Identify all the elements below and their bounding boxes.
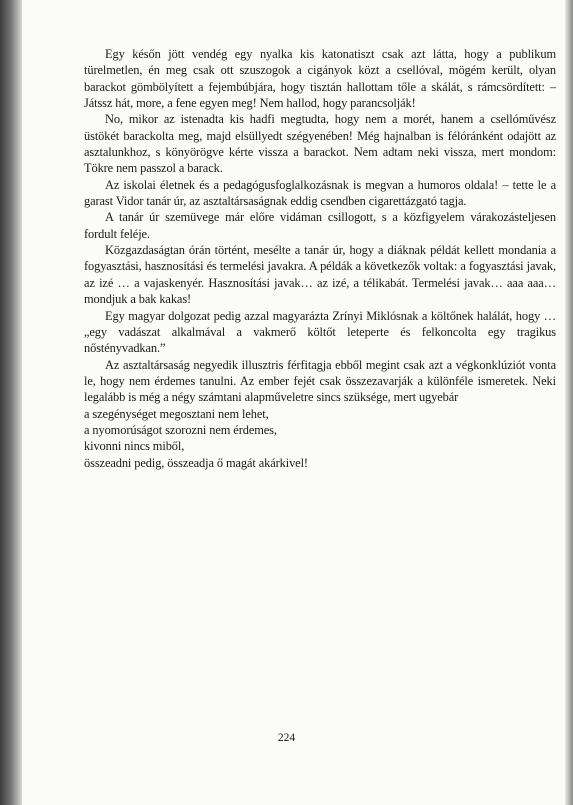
scan-shadow-right [565,0,573,805]
paragraph-1: Egy későn jött vendég egy nyalka kis katonatiszt csak azt látta, hogy a publikum türelmetlen, én meg csak ott szuszogok a cigányok közt a csellóval, mögém került, olyan barackot gömbölyített a fejembúbjára, hogy tisztán hallottam tőle a skálát, s rámcsördített: – Játssz hát, more, a fene egyen meg! Nem hallod, hogy parancsolják! [84,47,556,111]
verse-line-2: a nyomorúságot szorozni nem érdemes, [84,422,277,437]
verse-line-1: a szegénységet megosztani nem lehet, [84,406,269,421]
paragraph-6: Egy magyar dolgozat pedig azzal magyarázta Zrínyi Miklósnak a költőnek halálát, hogy … „egy vadászat alkalmával a vakmerő költőt leteperte és felkoncolta egy tragikus nőstényvadkan.” [84,308,556,356]
verse-line-3: kivonni nincs miből, [84,439,185,454]
verse-lines [84,406,556,471]
verse-line-4: összeadni pedig, összeadja ő magát akárkivel! [84,455,308,470]
paragraph-4: A tanár úr szemüvege már előre vidáman csillogott, s a közfigyelem várakozásteljesen fordult feléje. [84,210,556,241]
body-text [84,46,556,471]
paragraph-5: Közgazdaságtan órán történt, mesélte a tanár úr, hogy a diáknak példát kellett mondania a fogyasztási, hasznosítási és termelési javakra. A példák a következők voltak: a fogyasztási javak, az izé … a vajaskenyér. Hasznosítási javak… az izé, a télikabát. Termelési javak… aaa aaa… mondjuk a bak kakas! [84,243,556,307]
paragraph-3: Az iskolai életnek és a pedagógusfoglalkozásnak is megvan a humoros oldala! – tette le a garast Vidor tanár úr, az asztaltársaságnak eddig csendben cigarettázgató tagja. [84,177,556,209]
scan-shadow-left [0,0,22,805]
paragraph-7: Az asztaltársaság negyedik illusztris férfitagja ebből megint csak azt a végkonklúziót vonta le, hogy nem érdemes tanulni. Az ember fejét csak összezavarják a különféle ismeretek. Neki legalább is még a négy számtani alapműveletre sincs szüksége, mert ugyebár [84,357,556,405]
paragraph-2: No, mikor az istenadta kis hadfi megtudta, hogy nem a morét, hanem a csellóművész üstökét barackolta meg, majd elsüllyedt szégyenében! Még hajnalban is félóránként odajött az asztalunkhoz, s könyörögve kérte vissza a barackot. Nem adtam neki vissza, mert mondom: Tökre nem passzol a barack. [84,112,556,176]
page-number: 224 [277,732,296,744]
